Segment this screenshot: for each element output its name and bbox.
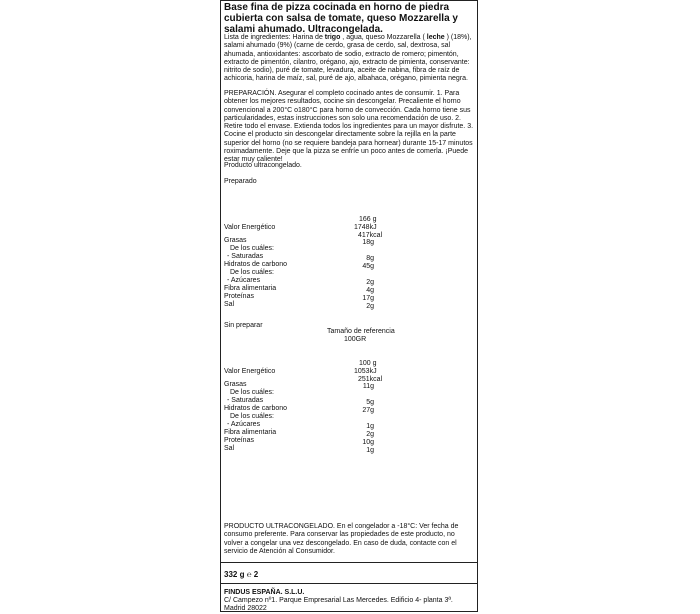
unprepared-row-value: 11g xyxy=(362,383,374,390)
product-label-panel xyxy=(220,0,478,612)
reference-size-label: Tamaño de referencia xyxy=(327,328,395,335)
net-weight xyxy=(224,570,258,579)
unprepared-row-label: Fibra alimentaria xyxy=(224,429,277,436)
ingredients-text-1: Lista de ingredientes: Harina de xyxy=(224,34,325,41)
unprepared-row-value: 5g xyxy=(366,399,374,406)
prepared-row-label: De los cuáles: xyxy=(230,245,274,252)
net-weight-count: 2 xyxy=(253,570,259,579)
company-address-line-2: Madrid 28022 xyxy=(224,605,267,612)
unprepared-row-label: Proteínas xyxy=(224,437,254,444)
prepared-row-value: 2g xyxy=(366,303,374,310)
product-note: Producto ultracongelado. xyxy=(224,162,302,169)
unprepared-energy-kcal: 251kcal xyxy=(358,376,383,383)
net-weight-value: 332 g xyxy=(224,570,245,579)
prepared-row-value: 17g xyxy=(362,295,374,302)
prepared-row-value: 2g xyxy=(366,279,374,286)
company-name: FINDUS ESPAÑA. S.L.U. xyxy=(224,589,305,596)
unprepared-row-label: Grasas xyxy=(224,381,247,388)
prepared-row-label: - Azúcares xyxy=(227,277,261,284)
divider-weight-bottom xyxy=(221,583,477,584)
unprepared-energy-label: Valor Energético xyxy=(224,368,276,375)
company-address-line-1: C/ Campezo nº1. Parque Empresarial Las Mercedes. Edificio 4- planta 3ª. xyxy=(224,597,453,604)
unprepared-size: 100 g xyxy=(359,360,377,367)
unprepared-row-label: De los cuáles: xyxy=(230,389,274,396)
unprepared-row-value: 1g xyxy=(366,423,374,430)
unprepared-row-value: 10g xyxy=(362,439,374,446)
product-title: Base fina de pizza cocinada en horno de piedra cubierta con salsa de tomate, queso Mozzarella y salami ahumado. Ultracongelada. xyxy=(224,2,458,35)
prepared-energy-kcal: 417kcal xyxy=(358,232,383,239)
unprepared-row-label: De los cuáles: xyxy=(230,413,274,420)
prepared-heading: Preparado xyxy=(224,178,257,185)
prepared-row-label: Sal xyxy=(224,301,235,308)
prepared-row-value: 18g xyxy=(362,239,374,246)
preparation-instructions: PREPARACIÓN. Asegurar el completo cocinado antes de consumir. 1. Para obtener los mejores resultados, cocine sin descongelar. Precaliente el horno convencional a 200°C o180°C para horno de convección. Cada horno tiene sus particularidades, estas instrucciones son solo una recomendación de uso. 2. Retire todo el envase. Extienda todos los ingredientes para un mayor disfrute. 3. Cocine el producto sin descongelar directamente sobre la rejilla en la parte superior del horno (no se requiere bandeja para hornear) durante 15-17 minutos roximadamente. Deje que la pizza se enfríe un poco antes de comerla. ¡Puede estar muy caliente! xyxy=(224,90,474,164)
unprepared-row-value: 2g xyxy=(366,431,374,438)
unprepared-row-label: Sal xyxy=(224,445,235,452)
prepared-row-label: Hidratos de carbono xyxy=(224,261,288,268)
unprepared-row-label: - Azúcares xyxy=(227,421,261,428)
prepared-row-label: Grasas xyxy=(224,237,247,244)
unprepared-energy-kj: 1053kJ xyxy=(354,368,377,375)
prepared-energy-kj: 1748kJ xyxy=(354,224,377,231)
ingredients-text-3: ) (18%), salami ahumado (9%) (carne de cerdo, grasa de cerdo, sal, dextrosa, sal ahumada, antioxidantes: ascorbato de sodio, extracto de romero; pimentón, extracto de pimentón, cilantro, orégano, ajo, extracto de pimienta, conservante: nitrito de sodio), puré de tomate, levadura, aceite de nabina, fibra de raíz de achicoria, harina de maíz, sal, puré de ajo, albahaca, orégano, pimienta negra. xyxy=(224,34,472,83)
ingredients-list xyxy=(224,34,474,84)
prepared-size: 166 g xyxy=(359,216,377,223)
prepared-row-label: Fibra alimentaria xyxy=(224,285,277,292)
prepared-row-value: 45g xyxy=(362,263,374,270)
prepared-row-label: De los cuáles: xyxy=(230,269,274,276)
prepared-row-label: Proteínas xyxy=(224,293,254,300)
storage-instructions: PRODUCTO ULTRACONGELADO. En el congelador a -18°C: Ver fecha de consumo preferente. Para conservar las propiedades de este producto, no volver a congelar una vez descongelado. En caso de duda, contacte con el servicio de Atención al Consumidor. xyxy=(224,523,459,555)
prepared-row-value: 4g xyxy=(366,287,374,294)
reference-size-value: 100GR xyxy=(344,336,367,343)
unprepared-heading: Sin preparar xyxy=(224,322,263,329)
unprepared-row-label: Hidratos de carbono xyxy=(224,405,288,412)
unprepared-row-label: - Saturadas xyxy=(227,397,264,404)
unprepared-row-value: 27g xyxy=(362,407,374,414)
prepared-row-value: 8g xyxy=(366,255,374,262)
allergen-leche: leche xyxy=(426,34,445,41)
unprepared-row-value: 1g xyxy=(366,447,374,454)
divider-weight-top xyxy=(221,562,477,563)
prepared-energy-label: Valor Energético xyxy=(224,224,276,231)
ingredients-text-2: , agua, queso Mozzarella ( xyxy=(340,34,427,41)
allergen-trigo: trigo xyxy=(324,34,341,41)
estimated-sign: ℮ xyxy=(246,570,252,579)
prepared-row-label: - Saturadas xyxy=(227,253,264,260)
